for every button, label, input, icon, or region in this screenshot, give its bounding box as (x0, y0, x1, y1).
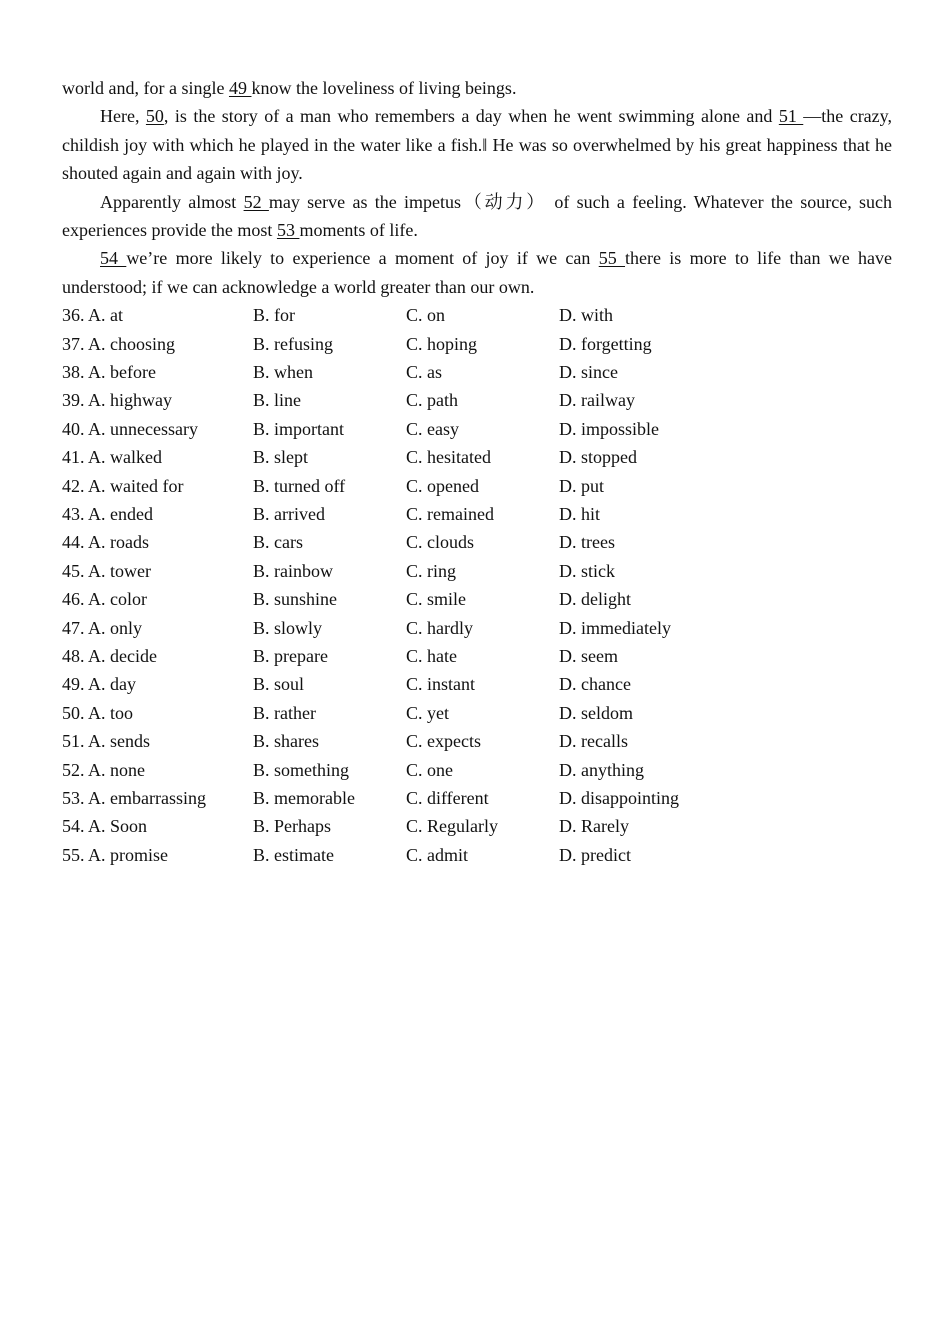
option-c: C. smile (406, 589, 467, 610)
option-b: B. sunshine (253, 589, 338, 610)
question-row (62, 670, 892, 698)
option-b: B. estimate (253, 844, 334, 865)
passage-paragraph-2 (62, 102, 892, 187)
question-row (62, 614, 892, 642)
option-b: B. for (253, 305, 295, 326)
text-segment: world and, for a single (62, 78, 229, 98)
question-row (62, 500, 892, 528)
option-b: B. arrived (253, 503, 325, 524)
option-a: 54. A. Soon (62, 816, 148, 837)
question-row (62, 415, 892, 443)
option-d: D. impossible (559, 418, 660, 439)
answer-options-list (62, 301, 892, 869)
blank-52: 52 (243, 191, 269, 212)
option-a: 50. A. too (62, 702, 134, 723)
question-row (62, 358, 892, 386)
text-segment: we’re more likely to experience a moment of joy if we can (126, 248, 599, 269)
option-c: C. hate (406, 645, 457, 666)
option-d: D. immediately (559, 617, 671, 638)
question-row (62, 528, 892, 556)
option-c: C. path (406, 390, 458, 411)
option-c: C. one (406, 759, 453, 780)
option-d: D. anything (559, 759, 644, 780)
option-d: D. seldom (559, 702, 633, 723)
text-segment: moments of life. (299, 220, 418, 241)
option-d: D. delight (559, 589, 631, 610)
blank-53: 53 (276, 220, 300, 241)
text-segment: Apparently almost (100, 191, 244, 212)
option-b: B. rather (253, 702, 316, 723)
option-b: B. memorable (253, 787, 355, 808)
option-c: C. hoping (406, 333, 478, 354)
blank-51: 51 (778, 106, 804, 127)
option-b: B. soul (253, 674, 305, 695)
question-row (62, 330, 892, 358)
option-a: 46. A. color (62, 589, 147, 610)
option-d: D. with (559, 305, 613, 326)
option-a: 41. A. walked (62, 447, 162, 468)
option-c: C. ring (406, 560, 457, 581)
option-c: C. yet (406, 702, 449, 723)
option-c: C. easy (406, 418, 459, 439)
document-page (62, 74, 892, 869)
option-b: B. something (253, 759, 350, 780)
text-segment: know the loveliness of living beings. (251, 78, 517, 98)
option-b: B. when (253, 362, 313, 383)
text-segment: there is more to life than we have understood; if we can acknowledge a world greater than our own. (62, 248, 893, 297)
option-d: D. put (559, 475, 604, 496)
option-c: C. on (406, 305, 446, 326)
question-row (62, 472, 892, 500)
option-a: 48. A. decide (62, 645, 157, 666)
option-b: B. rainbow (253, 560, 333, 581)
option-c: C. hardly (406, 617, 473, 638)
text-segment: may serve as the impetus（动力） of such a feeling. Whatever the source, such experiences provide the most (62, 191, 892, 241)
option-d: D. trees (559, 532, 615, 553)
option-a: 40. A. unnecessary (62, 418, 198, 439)
passage-paragraph-4 (62, 244, 892, 301)
option-a: 49. A. day (62, 674, 136, 695)
option-a: 44. A. roads (62, 532, 149, 553)
question-row (62, 756, 892, 784)
blank-50: 50 (145, 106, 164, 127)
question-row (62, 841, 892, 869)
option-c: C. as (406, 362, 442, 383)
option-d: D. chance (559, 674, 631, 695)
option-c: C. expects (406, 731, 481, 752)
option-b: B. shares (253, 731, 319, 752)
option-c: C. admit (406, 844, 468, 865)
option-d: D. stick (559, 560, 615, 581)
option-a: 45. A. tower (62, 560, 151, 581)
option-c: C. clouds (406, 532, 475, 553)
question-row (62, 642, 892, 670)
option-b: B. refusing (253, 333, 333, 354)
option-d: D. since (559, 362, 618, 383)
option-a: 39. A. highway (62, 390, 172, 411)
blank-54: 54 (100, 248, 127, 269)
passage-paragraph-3 (62, 188, 892, 245)
text-segment: Here, (100, 106, 146, 127)
option-d: D. hit (559, 503, 601, 524)
question-row (62, 557, 892, 585)
option-a: 42. A. waited for (62, 475, 184, 496)
option-b: B. turned off (253, 475, 346, 496)
option-d: D. predict (559, 844, 631, 865)
question-row (62, 727, 892, 755)
option-d: D. recalls (559, 731, 628, 752)
option-d: D. railway (559, 390, 635, 411)
option-a: 43. A. ended (62, 503, 153, 524)
option-c: C. hesitated (406, 447, 491, 468)
option-d: D. stopped (559, 447, 637, 468)
text-segment: —the crazy, childish joy with which he played in the water like a fish.‖ He was so overwhelmed by his great happiness that he shouted again and again with joy. (62, 106, 892, 184)
option-b: B. Perhaps (253, 816, 331, 837)
blank-49: 49 (228, 78, 252, 98)
option-c: C. Regularly (406, 816, 498, 837)
option-b: B. important (253, 418, 344, 439)
option-d: D. forgetting (559, 333, 652, 354)
option-b: B. cars (253, 532, 303, 553)
option-c: C. instant (406, 674, 476, 695)
option-a: 47. A. only (62, 617, 143, 638)
question-row (62, 443, 892, 471)
question-row (62, 812, 892, 840)
option-b: B. prepare (253, 645, 328, 666)
option-d: D. Rarely (559, 816, 629, 837)
question-row (62, 386, 892, 414)
option-a: 51. A. sends (62, 731, 151, 752)
option-c: C. remained (406, 503, 494, 524)
option-a: 52. A. none (62, 759, 145, 780)
option-a: 55. A. promise (62, 844, 168, 865)
option-a: 53. A. embarrassing (62, 787, 206, 808)
option-a: 37. A. choosing (62, 333, 176, 354)
option-d: D. seem (559, 645, 618, 666)
question-row (62, 699, 892, 727)
option-d: D. disappointing (559, 787, 679, 808)
question-row (62, 585, 892, 613)
option-c: C. opened (406, 475, 479, 496)
option-b: B. slowly (253, 617, 323, 638)
question-row (62, 301, 892, 329)
option-a: 36. A. at (62, 305, 123, 326)
option-b: B. line (253, 390, 301, 411)
text-segment: , is the story of a man who remembers a day when he went swimming alone and (163, 106, 779, 127)
option-b: B. slept (253, 447, 309, 468)
option-a: 38. A. before (62, 362, 156, 383)
blank-55: 55 (598, 248, 626, 269)
question-row (62, 784, 892, 812)
option-c: C. different (406, 787, 489, 808)
passage-paragraph-1 (62, 74, 892, 102)
